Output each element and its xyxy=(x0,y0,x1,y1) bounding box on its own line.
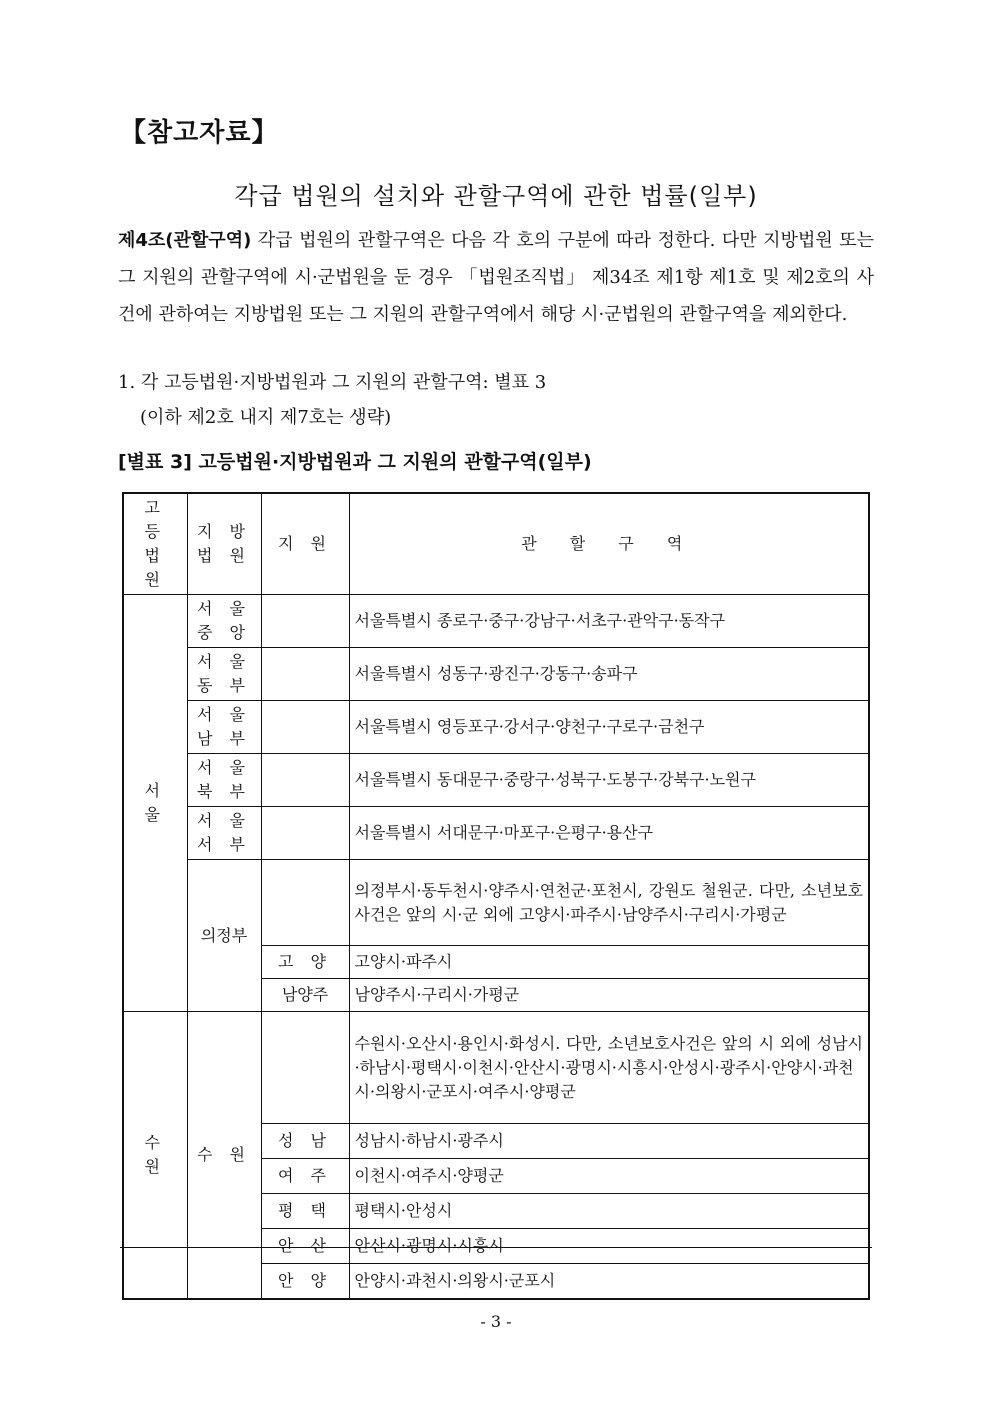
area-cell: 서울특별시 영등포구·강서구·양천구·구로구·금천구 xyxy=(349,701,869,754)
area-cell: 안산시·광명시·시흥시 xyxy=(349,1229,869,1264)
table-row xyxy=(123,701,869,754)
table-row xyxy=(123,807,869,860)
jurisdiction-table xyxy=(122,492,870,1300)
table-row xyxy=(123,595,869,648)
branch-cell xyxy=(261,701,349,754)
article-heading: 제4조(관할구역) xyxy=(118,230,252,251)
table-bottom-rule xyxy=(120,1247,872,1248)
district-uijeongbu: 의정부 xyxy=(187,860,261,1012)
area-cell: 수원시·오산시·용인시·화성시. 다만, 소년보호사건은 앞의 시 외에 성남시·하남시·평택시·이천시·안산시·광명시·시흥시·안성시·광주시·안양시·과천시·의왕시·군포시·여주시·양평군 xyxy=(349,1012,869,1124)
table-row xyxy=(123,1012,869,1124)
branch-cell xyxy=(261,754,349,807)
area-cell: 서울특별시 서대문구·마포구·은평구·용산구 xyxy=(349,807,869,860)
branch-cell xyxy=(261,648,349,701)
article-body: 각급 법원의 관할구역은 다음 각 호의 구분에 따라 정한다. 다만 지방법원 또는 그 지원의 관할구역에 시·군법원을 둔 경우 「법원조직법」 제34조 제1항 제1호 및 제2호의 사건에 관하여는 지방법원 또는 그 지원의 관할구역에서 해당 시·군법원의 관할구역을 제외한다. xyxy=(118,230,874,325)
page-number: - 3 - xyxy=(480,1312,512,1331)
article-omission-note: (이하 제2호 내지 제7호는 생략) xyxy=(140,407,392,428)
area-cell: 이천시·여주시·양평군 xyxy=(349,1159,869,1194)
district-cell: 서 울 북 부 xyxy=(187,754,261,807)
area-cell: 남양주시·구리시·가평군 xyxy=(349,979,869,1012)
branch-cell xyxy=(261,1012,349,1124)
district-cell: 서 울 남 부 xyxy=(187,701,261,754)
header-jurisdiction: 관 할 구 역 xyxy=(349,493,869,595)
district-suwon: 수 원 xyxy=(187,1012,261,1299)
branch-cell: 여 주 xyxy=(261,1159,349,1194)
reference-title: 【참고자료】 xyxy=(120,118,279,148)
branch-cell: 성 남 xyxy=(261,1124,349,1159)
article-4 xyxy=(118,222,874,333)
table-caption: [별표 3] 고등법원·지방법원과 그 지원의 관할구역(일부) xyxy=(118,451,592,473)
area-cell: 평택시·안성시 xyxy=(349,1194,869,1229)
area-cell: 성남시·하남시·광주시 xyxy=(349,1124,869,1159)
header-district-court: 지 방 법 원 xyxy=(187,493,261,595)
header-high-court: 고 등 법 원 xyxy=(123,493,187,595)
branch-cell: 안 산 xyxy=(261,1229,349,1264)
high-court-suwon: 수 원 xyxy=(123,1012,187,1299)
header-branch: 지 원 xyxy=(261,493,349,595)
district-cell: 서 울 동 부 xyxy=(187,648,261,701)
branch-cell xyxy=(261,860,349,946)
table-row xyxy=(123,648,869,701)
high-court-seoul: 서 울 xyxy=(123,595,187,1012)
branch-cell: 남양주 xyxy=(261,979,349,1012)
branch-cell: 고 양 xyxy=(261,946,349,979)
branch-cell xyxy=(261,807,349,860)
district-cell: 서 울 중 앙 xyxy=(187,595,261,648)
branch-cell xyxy=(261,595,349,648)
branch-cell: 안 양 xyxy=(261,1264,349,1299)
area-cell: 의정부시·동두천시·양주시·연천군·포천시, 강원도 철원군. 다만, 소년보호사건은 앞의 시·군 외에 고양시·파주시·남양주시·구리시·가평군 xyxy=(349,860,869,946)
area-cell: 고양시·파주시 xyxy=(349,946,869,979)
district-cell: 서 울 서 부 xyxy=(187,807,261,860)
table-header-row xyxy=(123,493,869,595)
branch-cell: 평 택 xyxy=(261,1194,349,1229)
article-item-1: 1. 각 고등법원·지방법원과 그 지원의 관할구역: 별표 3 xyxy=(118,372,547,393)
table-row xyxy=(123,860,869,946)
area-cell: 안양시·과천시·의왕시·군포시 xyxy=(349,1264,869,1299)
area-cell: 서울특별시 성동구·광진구·강동구·송파구 xyxy=(349,648,869,701)
area-cell: 서울특별시 동대문구·중랑구·성북구·도봉구·강북구·노원구 xyxy=(349,754,869,807)
area-cell: 서울특별시 종로구·중구·강남구·서초구·관악구·동작구 xyxy=(349,595,869,648)
document-title: 각급 법원의 설치와 관할구역에 관한 법률(일부) xyxy=(234,182,758,210)
table-row xyxy=(123,754,869,807)
